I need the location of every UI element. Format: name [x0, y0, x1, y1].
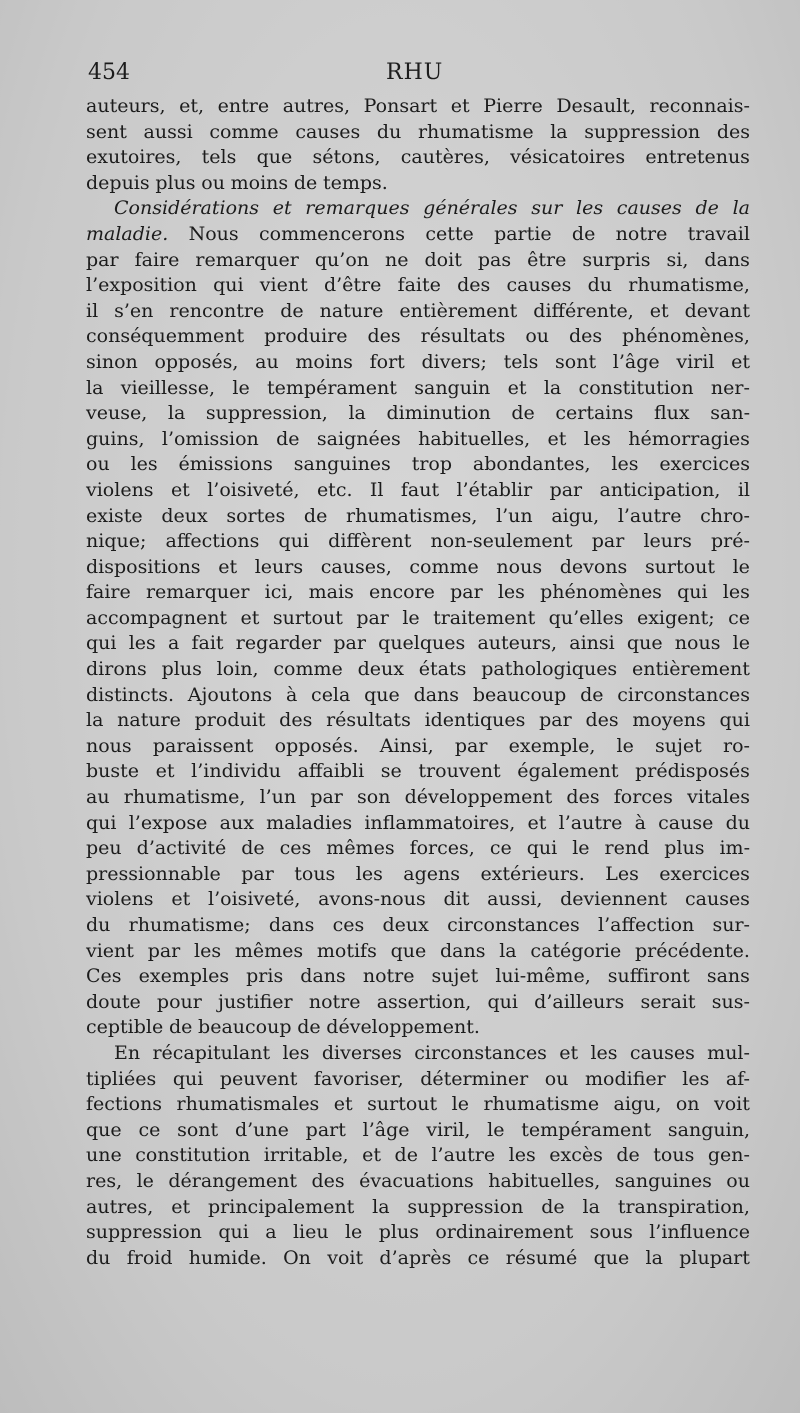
- text-line: conséquemment produire des résultats ou des phénomènes,: [86, 325, 750, 348]
- text-line: veuse, la suppression, la diminution de certains flux san-: [86, 402, 750, 425]
- text-line: faire remarquer ici, mais encore par les phénomènes qui les: [86, 581, 750, 604]
- text-line: la vieillesse, le tempérament sanguin et la constitution ner-: [86, 376, 750, 399]
- text-line: Considérations et remarques générales sur les causes de la: [114, 197, 750, 220]
- body-text: [86, 94, 750, 1271]
- text-line: pressionnable par tous les agens extérieurs. Les exercices: [86, 862, 750, 885]
- text-line: auteurs, et, entre autres, Ponsart et Pierre Desault, reconnais-: [86, 95, 750, 117]
- text-line: ceptible de beaucoup de développement.: [86, 1016, 480, 1039]
- text-line: tipliées qui peuvent favoriser, déterminer ou modifier les af-: [86, 1067, 750, 1090]
- text-line: sent aussi comme causes du rhumatisme la suppression des: [86, 120, 750, 143]
- text-line: nique; affections qui diffèrent non-seulement par leurs pré-: [86, 530, 750, 553]
- text-line: violens et l’oisiveté, etc. Il faut l’établir par anticipation, il: [86, 478, 750, 501]
- text-line: depuis plus ou moins de temps.: [86, 171, 388, 194]
- text-line: distincts. Ajoutons à cela que dans beaucoup de circonstances: [86, 683, 750, 706]
- text-line: une constitution irritable, et de l’autre les excès de tous gen-: [86, 1144, 750, 1167]
- text-line: sinon opposés, au moins fort divers; tels sont l’âge viril et: [86, 350, 750, 373]
- page-header: [88, 60, 748, 94]
- text-line: la nature produit des résultats identiques par des moyens qui: [86, 709, 750, 732]
- text-line: existe deux sortes de rhumatismes, l’un aigu, l’autre chro-: [86, 504, 750, 527]
- text-line: au rhumatisme, l’un par son développement des forces vitales: [86, 786, 750, 809]
- text-line: nous paraissent opposés. Ainsi, par exemple, le sujet ro-: [86, 734, 750, 757]
- text-line: du rhumatisme; dans ces deux circonstances l’affection sur-: [86, 914, 750, 936]
- text-line: accompagnent et surtout par le traitement qu’elles exigent; ce: [86, 606, 750, 629]
- running-title: RHU: [386, 60, 444, 85]
- text-line: qui les a fait regarder par quelques auteurs, ainsi que nous le: [86, 632, 750, 655]
- page-number: 454: [88, 60, 130, 85]
- text-line: maladie. Nous commencerons cette partie de notre travail: [86, 222, 750, 245]
- text-line: par faire remarquer qu’on ne doit pas être surpris si, dans: [86, 248, 750, 271]
- text-line: dirons plus loin, comme deux états pathologiques entièrement: [86, 658, 750, 681]
- text-line: fections rhumatismales et surtout le rhumatisme aigu, on voit: [86, 1093, 750, 1116]
- text-line: l’exposition qui vient d’être faite des causes du rhumatisme,: [86, 274, 750, 297]
- text-line: du froid humide. On voit d’après ce résumé que la plupart: [86, 1246, 750, 1269]
- text-line: suppression qui a lieu le plus ordinairement sous l’influence: [86, 1221, 750, 1244]
- text-line: doute pour justifier notre assertion, qui d’ailleurs serait sus-: [86, 990, 750, 1013]
- text-line: autres, et principalement la suppression de la transpiration,: [86, 1195, 750, 1218]
- text-line: dispositions et leurs causes, comme nous devons surtout le: [86, 555, 750, 578]
- text-line: peu d’activité de ces mêmes forces, ce qui le rend plus im-: [86, 837, 750, 860]
- text-line: que ce sont d’une part l’âge viril, le tempérament sanguin,: [86, 1118, 750, 1141]
- text-line: violens et l’oisiveté, avons-nous dit aussi, deviennent causes: [86, 888, 750, 911]
- text-line: res, le dérangement des évacuations habituelles, sanguines ou: [86, 1169, 750, 1192]
- text-line: il s’en rencontre de nature entièrement différente, et devant: [86, 299, 750, 322]
- text-line: exutoires, tels que sétons, cautères, vésicatoires entretenus: [86, 146, 750, 169]
- text-line: buste et l’individu affaibli se trouvent également prédisposés: [86, 760, 750, 783]
- text-line: qui l’expose aux maladies inflammatoires, et l’autre à cause du: [86, 811, 750, 834]
- text-line: guins, l’omission de saignées habituelles, et les hémorragies: [86, 427, 750, 450]
- text-line: En récapitulant les diverses circonstances et les causes mul-: [114, 1041, 750, 1064]
- text-line: ou les émissions sanguines trop abondantes, les exercices: [86, 453, 750, 476]
- text-line: vient par les mêmes motifs que dans la catégorie précédente.: [86, 939, 750, 962]
- text-line: Ces exemples pris dans notre sujet lui-même, suffiront sans: [86, 965, 750, 988]
